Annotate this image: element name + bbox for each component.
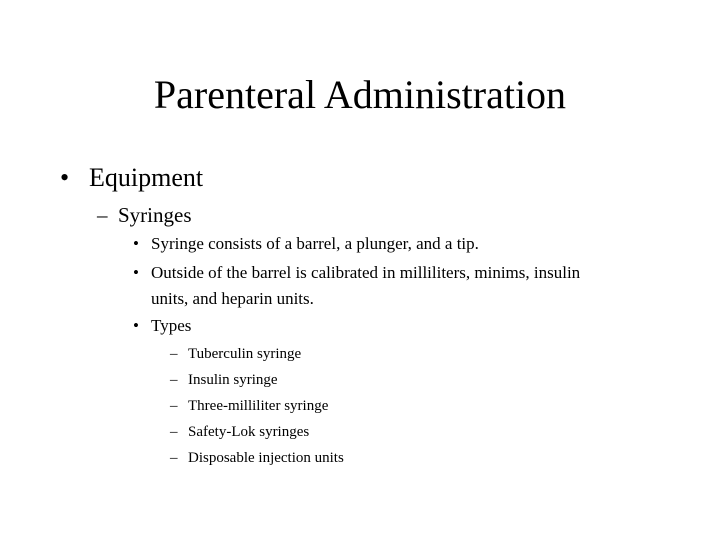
list-item-text: units, and heparin units. (151, 289, 314, 308)
type-item-text: Three-milliliter syringe (188, 398, 329, 414)
bullet-text: Equipment (89, 163, 204, 192)
type-item-text: Tuberculin syringe (188, 346, 302, 362)
list-item-text: Syringe consists of a barrel, a plunger, and a tip. (151, 234, 479, 253)
list-item-text: Outside of the barrel is calibrated in milliliters, minims, insulin (151, 263, 581, 282)
bullet-marker: • (133, 316, 139, 335)
dash-marker: – (170, 346, 178, 362)
type-item-text: Insulin syringe (188, 372, 278, 388)
dash-marker: – (170, 450, 178, 466)
type-item-text: Disposable injection units (188, 450, 344, 466)
dash-marker: – (170, 372, 178, 388)
bullet-marker: • (133, 234, 139, 253)
slide-title: Parenteral Administration (153, 72, 567, 117)
dash-marker: – (170, 398, 178, 414)
dash-marker: – (170, 424, 178, 440)
type-item-text: Safety-Lok syringes (188, 424, 310, 440)
subbullet-text: Syringes (118, 203, 192, 227)
bullet-marker: • (60, 163, 70, 192)
bullet-marker: • (133, 263, 139, 282)
dash-marker: – (97, 203, 108, 227)
list-item-text: Types (151, 316, 192, 335)
